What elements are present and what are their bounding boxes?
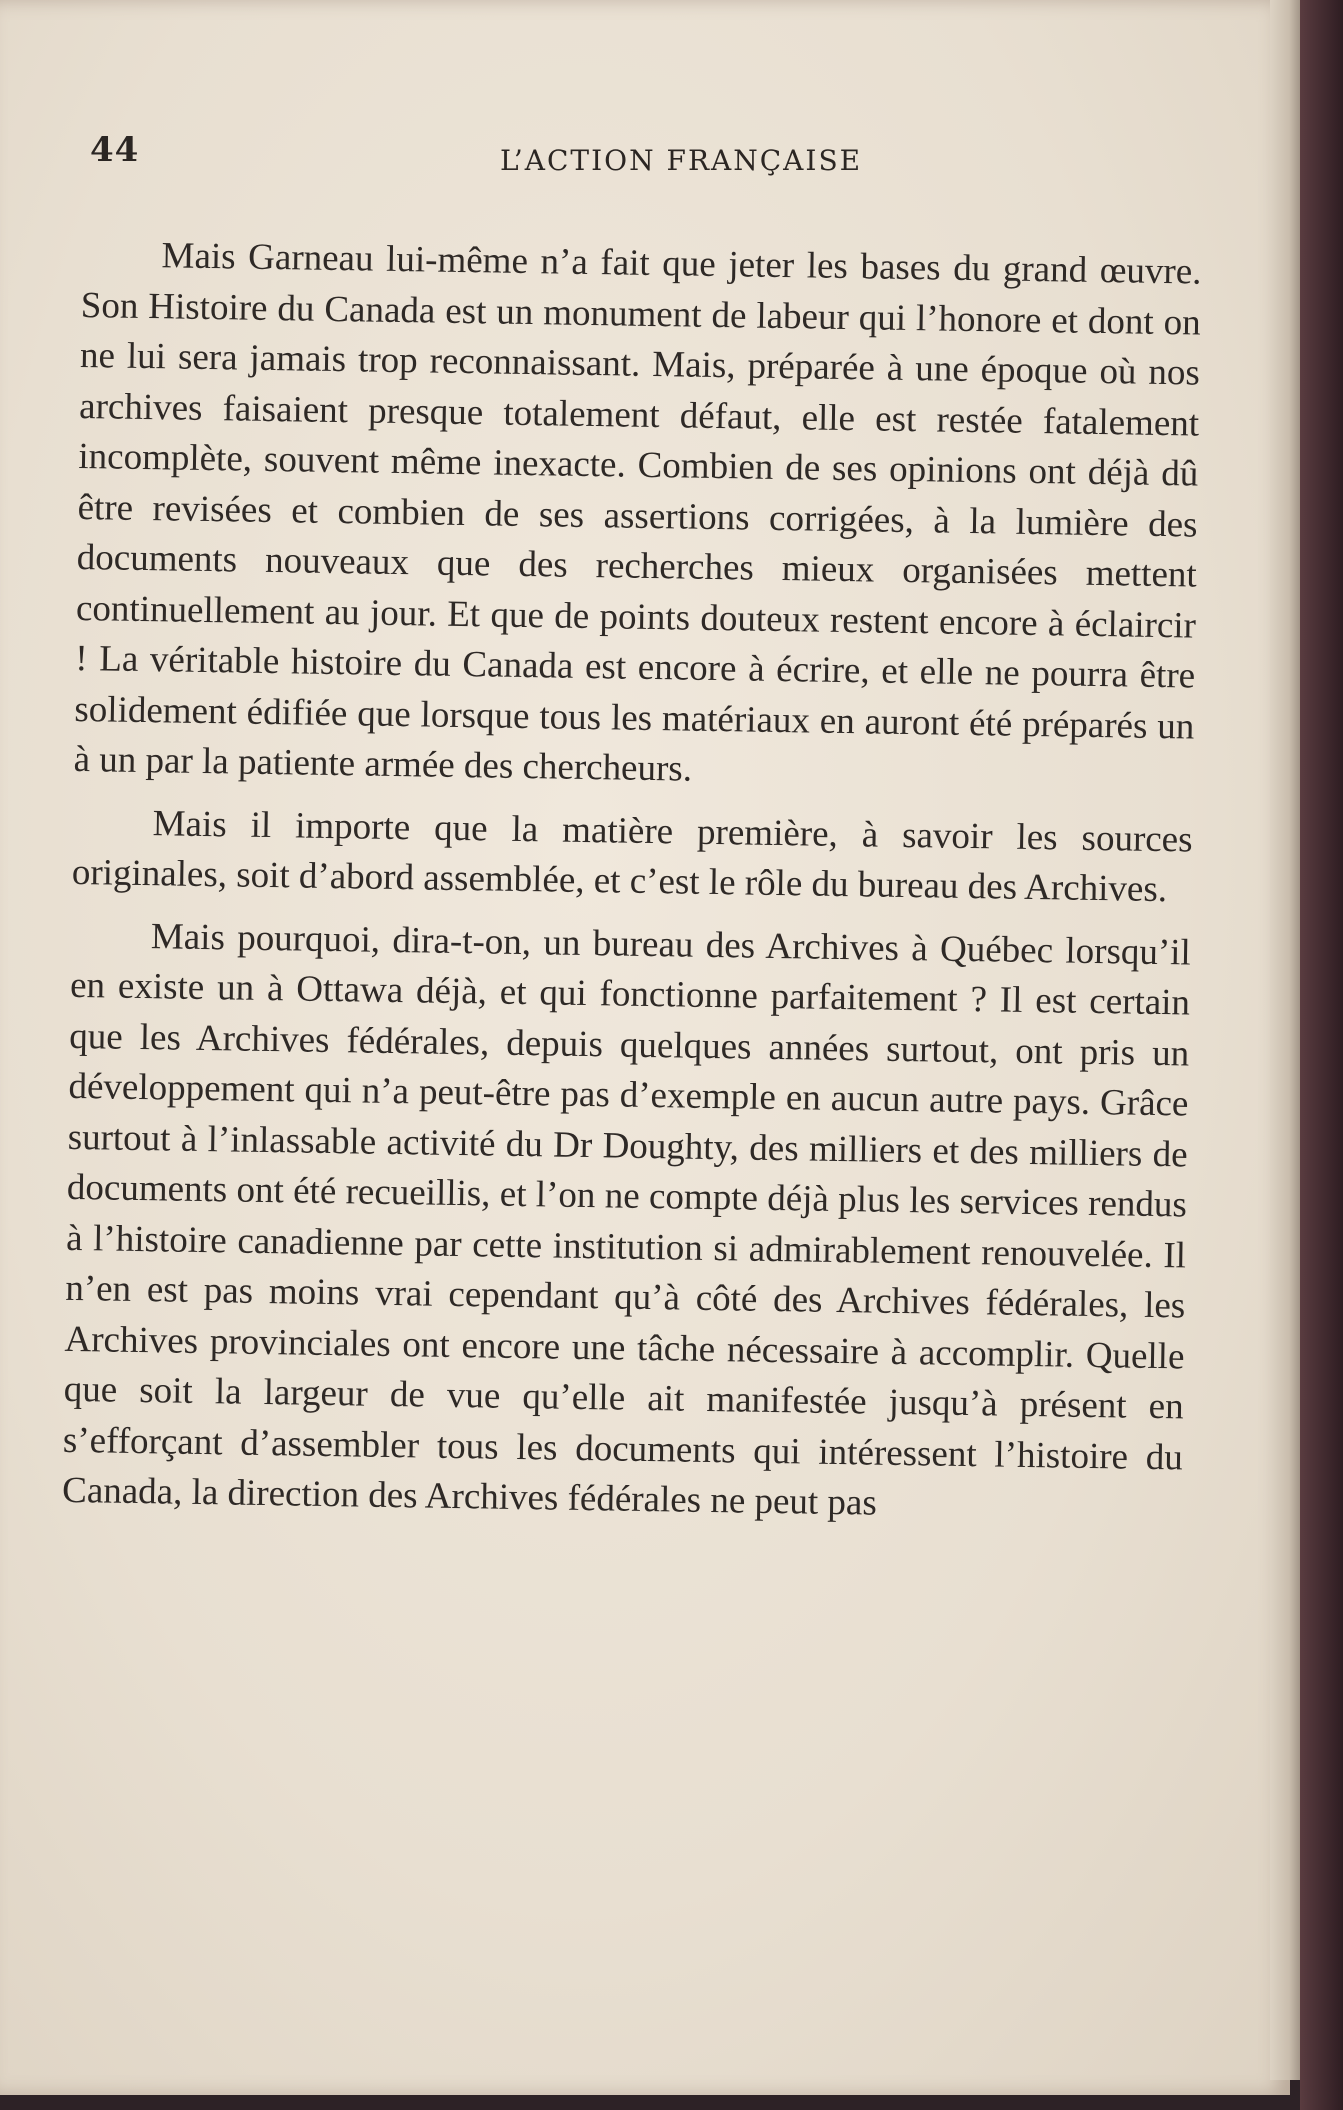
running-title: L’ACTION FRANÇAISE: [500, 144, 863, 177]
paragraph: Mais Garneau lui-même n’a fait que jeter les bases du grand œuvre. Son Histoire du Canada est un monument de labeur qui l’honore et dont on ne lui sera jamais trop reconnaissant. Mais, préparée à une époque où nos archives faisaient presque totalement défaut, elle est restée fatalement incomplète, souvent même inexacte. Combien de ses opinions ont déjà dû être revisées et combien de ses assertions corrigées, à la lumière des documents nouveaux que des recherches mieux organisées mettent continuellement au jour. Et que de points douteux restent encore à éclaircir ! La véritable histoire du Canada est encore à écrire, et elle ne pourra être solidement édifiée que lorsque tous les matériaux en auront été préparés un à un par la patiente armée des chercheurs.: [73, 235, 1202, 790]
book-spine: [1300, 0, 1343, 2110]
page-number: 44: [90, 130, 140, 170]
paragraph: Mais il importe que la matière première, à savoir les sources originales, soit d’abord assemblée, et c’est le rôle du bureau des Archives.: [71, 802, 1193, 911]
paragraph: Mais pourquoi, dira-t-on, un bureau des Archives à Québec lorsqu’il en existe un à Ottawa déjà, et qui fonctionne parfaitement ? Il est certain que les Archives fédérales, depuis quelques années surtout, ont pris un développement qui n’a peut-être pas d’exemple en aucun autre pays. Grâce surtout à l’inlassable activité du Dr Doughty, des milliers et des milliers de documents ont été recueillis, et l’on ne compte déjà plus les services rendus à l’histoire canadienne par cette institution si admirablement renouvelée. Il n’en est pas moins vrai cependant qu’à côté des Archives fédérales, les Archives provinciales ont encore une tâche nécessaire à accomplir. Quelle que soit la largeur de vue qu’elle ait manifestée jusqu’à présent en s’efforçant d’assembler tous les documents qui intéressent l’histoire du Canada, la direction des Archives fédérales ne peut pas: [61, 915, 1192, 1524]
page-header: [0, 130, 1230, 190]
body-text: [62, 230, 1202, 1546]
page-edge: [1270, 0, 1302, 2080]
